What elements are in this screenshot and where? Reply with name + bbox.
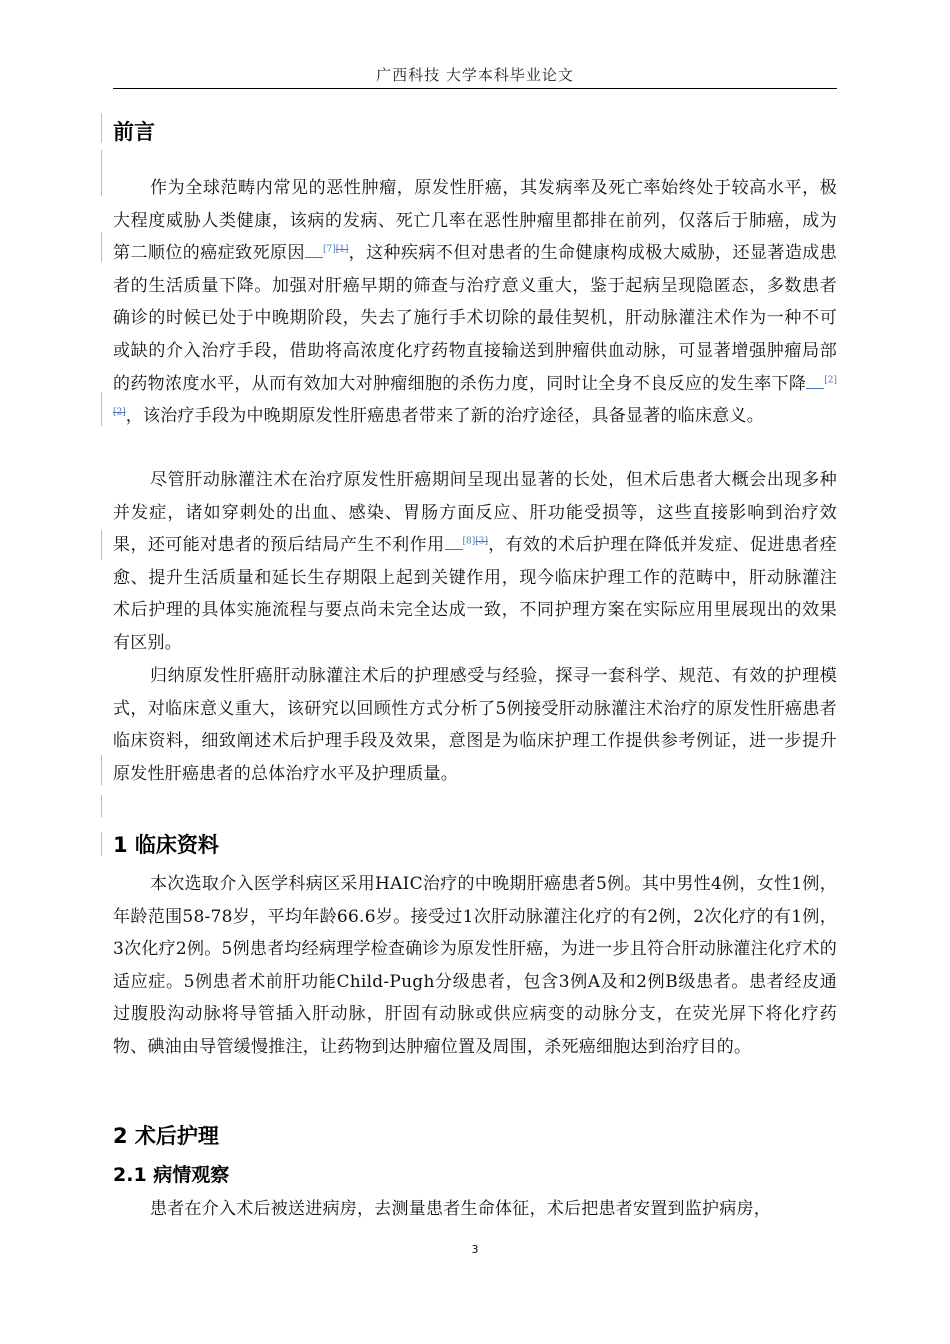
citation-ref[interactable]: [8] [462, 536, 476, 547]
paragraph-text: ，有效的术后护理在降低并发症、促进患者痊愈、提升生活质量和延长生存期限上起到关键作用，现今临床护理工作的范畴中，肝动脉灌注术后护理的具体实施流程与要点尚未完全达成一致，不同护理方案在实际应用里展现出的效果有区别。 [113, 535, 838, 653]
paragraph-text: 尽管肝动脉灌注术在治疗原发性肝癌期间呈现出显著的长处，但术后患者大概会出现多种并发症，诸如穿刺处的出血、感染、胃肠方面反应、肝功能受损等，这些直接影响到治疗效果，还可能对患者的预后结局产生不利作用 [113, 470, 837, 556]
change-bar [101, 150, 102, 196]
citation-marker [806, 374, 824, 389]
citation-marker [445, 535, 463, 550]
change-bar [101, 113, 102, 143]
change-bar [101, 832, 102, 856]
change-bar [101, 755, 102, 785]
paragraph-text: ，该治疗手段为中晚期原发性肝癌患者带来了新的治疗途径，具备显著的临床意义。 [125, 406, 764, 427]
running-header: 广西科技 大学本科毕业论文 [376, 66, 574, 84]
change-bar [101, 795, 102, 817]
section-2-heading: 2 术后护理 [113, 1124, 219, 1148]
preface-paragraph-2 [113, 464, 837, 660]
page-number: 3 [471, 1243, 479, 1256]
clinical-paragraph: 本次选取介入医学科病区采用HAIC治疗的中晚期肝癌患者5例。其中男性4例，女性1例，年龄范围58-78岁，平均年龄66.6岁。接受过1次肝动脉灌注化疗的有2例，2次化疗的有1例，3次化疗2例。5例患者均经病理学检查确诊为原发性肝癌，为进一步且符合肝动脉灌注化疗术的适应症。5例患者术前肝功能Child-Pugh分级患者，包含3例A及和2例B级患者。患者经皮通过腹股沟动脉将导管插入肝动脉，肝固有动脉或供应病变的动脉分支，在荧光屏下将化疗药物、碘油由导管缓慢推注，让药物到达肿瘤位置及周围，杀死癌细胞达到治疗目的。 [113, 874, 837, 1057]
change-bar [101, 530, 102, 560]
citation-marker [305, 243, 323, 258]
section-2-1-heading: 2.1 病情观察 [113, 1164, 230, 1186]
paragraph-text: ，这种疾病不但对患者的生命健康构成极大威胁，还显著造成患者的生活质量下降。加强对肝癌早期的筛查与治疗意义重大，鉴于起病呈现隐匿态，多数患者确诊的时候已处于中晚期阶段，失去了施行手术切除的最佳契机，肝动脉灌注术作为一种不可或缺的介入治疗手段，借助将高浓度化疗药物直接输送到肿瘤供血动脉，可显著增强肿瘤局部的药物浓度水平，从而有效加大对肿瘤细胞的杀伤力度，同时让全身不良反应的发生率下降 [113, 243, 838, 394]
preface-paragraph-1 [113, 172, 837, 433]
citation-ref[interactable]: [2] [824, 374, 837, 385]
preface-paragraph-3: 归纳原发性肝癌肝动脉灌注术后的护理感受与经验，探寻一套科学、规范、有效的护理模式，对临床意义重大，该研究以回顾性方式分析了5例接受肝动脉灌注术治疗的原发性肝癌患者临床资料，细致阐述术后护理手段及效果，意图是为临床护理工作提供参考例证，进一步提升原发性肝癌患者的总体治疗水平及护理质量。 [113, 666, 837, 784]
citation-ref-deleted: [2] [113, 407, 126, 418]
section-1-heading: 1 临床资料 [113, 833, 219, 857]
citation-ref-deleted: [1] [335, 244, 349, 255]
change-bar [101, 392, 102, 426]
change-bar [101, 232, 102, 262]
paragraph-text: 作为全球范畴内常见的恶性肿瘤，原发性肝癌，其发病率及死亡率始终处于较高水平，极大程度威胁人类健康，该病的发病、死亡几率在恶性肿瘤里都排在前列，仅落后于肺癌，成为第二顺位的癌症致死原因 [113, 178, 837, 264]
citation-ref[interactable]: [7] [322, 244, 336, 255]
citation-ref-deleted: [3] [475, 536, 489, 547]
header-rule [113, 88, 837, 89]
observation-paragraph: 患者在介入术后被送进病房，去测量患者生命体征，术后把患者安置到监护病房， [150, 1199, 771, 1219]
preface-heading: 前言 [113, 120, 155, 144]
